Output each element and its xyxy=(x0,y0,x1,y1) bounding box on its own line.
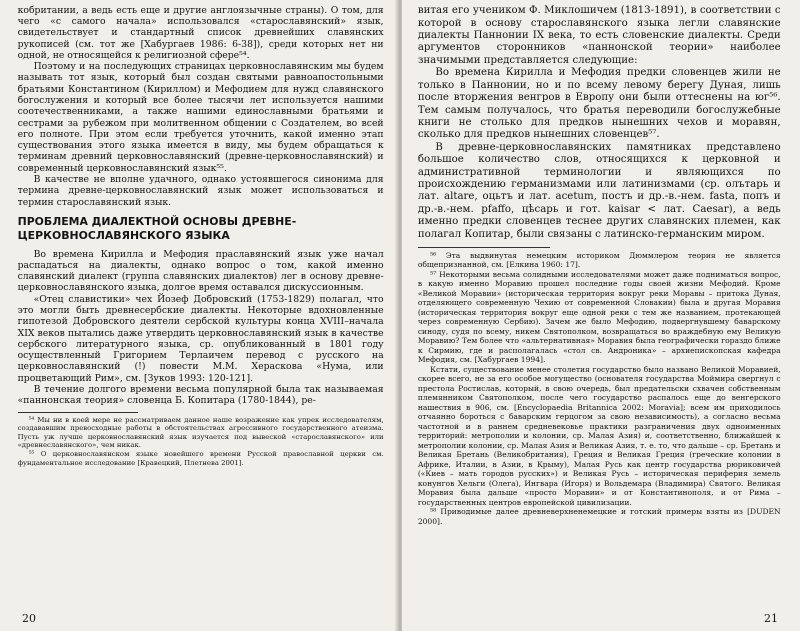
right-text-column xyxy=(418,5,781,526)
right-paragraph-2: Во времена Кирилла и Мефодия предки словенцев жили не только в Паннонии, но и по всему левому берегу Дуная, лишь после вторжения венгров в Европу они были оттеснены на юг⁵⁶. Тем самым получалось, что братья переводили богослужебные книги не столько для предков нынешних чехов и моравян, сколько для предков нынешних словенцев⁵⁷. xyxy=(417,67,781,141)
left-paragraph-6: В течение долгого времени весьма популярной была так называемая «паннонская теория» словенца Б. Копитара (1780-1844), ре- xyxy=(17,384,384,407)
right-paragraph-3: В древне-церковнославянских памятниках представлено большое количество слов, относящихся к церковной и административной терминологии и являющихся по происхождению германизмами или латинизмами (ср. олътарь и лат. altare, оцьтъ и лат. acetum, постъ и др.-в.-нем. fasta, попъ и др.-в.-нем. pfaffo, цѣсарь и гот. kaisar < лат. Caesar), а ведь именно предки словенцев теснее других славянских племен, как полагал Копитар, были связаны с латинско-германским миром. xyxy=(417,141,781,240)
footnote-57-continued: Кстати, существование менее столетия государство было названо Великой Моравией, скорее всего, не за его особое могущество (основателя государства Моймира свергнул с престола Ростислав, который, в свою очередь, был предательски схвачен собственным племянником Святополком, после чего государство распалось еще до венгерского нашествия в 906, см. [Encyclopaedia Britannica 2002: Moravia]; всем им приходилось отчаянно бороться с баварским герцогом за свою независимость), а согласно весьма частотной и в раннем средневековье практики разграничения двух одноименных территорий: метрополии и колонии, ср. Малая Азия) и, соответственно, ближайшей к метрополии колонии, ср. Малая Азия и Великая Азия, т. е. то, что дальше – ср. Бретань и Великая Бретань (Великобритания), Греция и Великая Греция (греческие колонии в Африке, Италии, в Азии, в Крыму), Малая Русь как центр государства рюриковичей («Киев – мать городов русских») и Великая Русь – историческая периферия земель конунгов Хельги (Олега), Ингвара (Игоря) и Вольдемара (Владимира) Святого. Великая Моравия была дальше «просто Моравии» и от Константинополя, и от Рима – государственных центров европейской цивилизации. xyxy=(417,364,781,507)
footnote-rule xyxy=(418,247,550,248)
footnote-54: ⁵⁴ Мы ни в коей мере не рассматриваем данное наше возражение как упрек исследователям, создававшим превосходные работы в обстоятельствах агрессивного государственного атеизма. Пусть уж лучше церковнославянский язык изучается под вывеской «староcлавянского» или «древнеславянского», чем никак. xyxy=(17,415,384,450)
section-heading: ПРОБЛЕМА ДИАЛЕКТНОЙ ОСНОВЫ ДРЕВНЕ-ЦЕРКОВНОСЛАВЯНСКОГО ЯЗЫКА xyxy=(17,215,297,242)
left-page xyxy=(0,0,398,631)
left-paragraph-4: Во времена Кирилла и Мефодия праславянский язык уже начал распадаться на диалекты, однако вопрос о том, какой именно славянский диалект (группа славянских диалектов) лег в основу древне-церковнославянского языка, долгое время оставался дискуссионным. xyxy=(17,248,384,294)
page-number: 21 xyxy=(764,612,778,625)
footnote-57: ⁵⁷ Некоторыми весьма солидными исследователями может даже подниматься вопрос, в какую именно Моравию прошел последние годы своей жизни Мефодий. Кроме «Великой Моравии» (историческая территория вокруг реки Моравы – притока Дуная, отделяющего современную Чехию от современной Словакии) была и другая Моравия (историческая территория вокруг еще одной реки с тем же названием, протекающей через современную Сербию). Зачем же было Мефодию, подвергнувшему баварскому синоду, судя по всему, никем Святополком, возвращаться во враждебную ему Великую Моравию? Тем более что «альтернативная» Моравия была географически гораздо ближе к Сирмию, где и располагалась «стол св. Андроника» – архиепископская кафедра Мефодия, см. [Хабургаев 1994]. xyxy=(417,269,781,365)
page-number: 20 xyxy=(22,612,36,625)
footnote-58: ⁵⁸ Приводимые далее древневерхненемецкие и готский примеры взяты из [DUDEN 2000]. xyxy=(417,507,781,526)
left-paragraph-3: В качестве не вполне удачного, однако устоявшегося синонима для термина древне-церковнославянский язык может использоваться и термин старославянский язык. xyxy=(17,174,384,208)
footnote-rule xyxy=(18,412,138,413)
footnote-55: ⁵⁵ О церковнославянском языке новейшего времени Русской православной церкви см. фундаментальное исследование [Кравецкий, Плетнева 2001]. xyxy=(17,450,384,467)
left-paragraph-5: «Отец славистики» чех Йозеф Добровский (1753-1829) полагал, что это могли быть древнесербские диалекты. Некоторые вдохновленные гипотезой Добровского деятели сербской культуры конца XVIII–начала XIX веков пытались даже утвердить церковнославянский язык в качестве сербского литературного языка, ср. опубликованный в 1801 году осуществленный Григорием Терлаичем перевод с русского на церковнославянский (!) повести М.М. Хераскова «Нума, или процветающий Рим», см. [Зуков 1993: 120-121]. xyxy=(17,293,384,384)
footnote-56: ⁵⁶ Эта выдвинутая немецким историком Дюммлером теория не является общепризнанной, см. [Елкина 1960: 17]. xyxy=(417,250,781,270)
left-paragraph-2: Поэтому и на последующих страницах церковнославянским мы будем называть тот язык, который был создан святыми равноапостольными братьями Константином (Кириллом) и Мефодием для нужд славянского богослужения и который все более тысячи лет используется нашими соотечественниками, а также нашими единославными братьями и сестрами за рубежом при молитвенном общении с Создателем, во всей его полноте. При этом если требуется уточнить, какой именно этап существования этого языка имеется в виду, мы будем обращаться к терминам древний церковнославянский (древне-церковнославянский) и современный церковнославянский язык⁵⁵. xyxy=(17,61,384,174)
left-text-column xyxy=(18,5,384,468)
right-paragraph-1: витая его учеником Ф. Миклошичем (1813-1891), в соответствии с которой в основу старославянского языка легли славянские диалекты Паннонии IX века, то есть словенские диалекты. Среди аргументов сторонников «паннонской теории» наиболее значимыми представляется следующие: xyxy=(417,5,781,66)
right-page xyxy=(402,0,800,631)
left-paragraph-1: кобритании, а ведь есть еще и другие англоязычные страны). О том, для чего «с самого начала» использовался «старославянский» язык, свидетельствует и стандартный список древнейших славянских рукописей (см. тот же [Хабургаев 1986: 6-38]), среди которых нет ни одной, не относящейся к религиозной сфере⁵⁴. xyxy=(17,4,384,61)
